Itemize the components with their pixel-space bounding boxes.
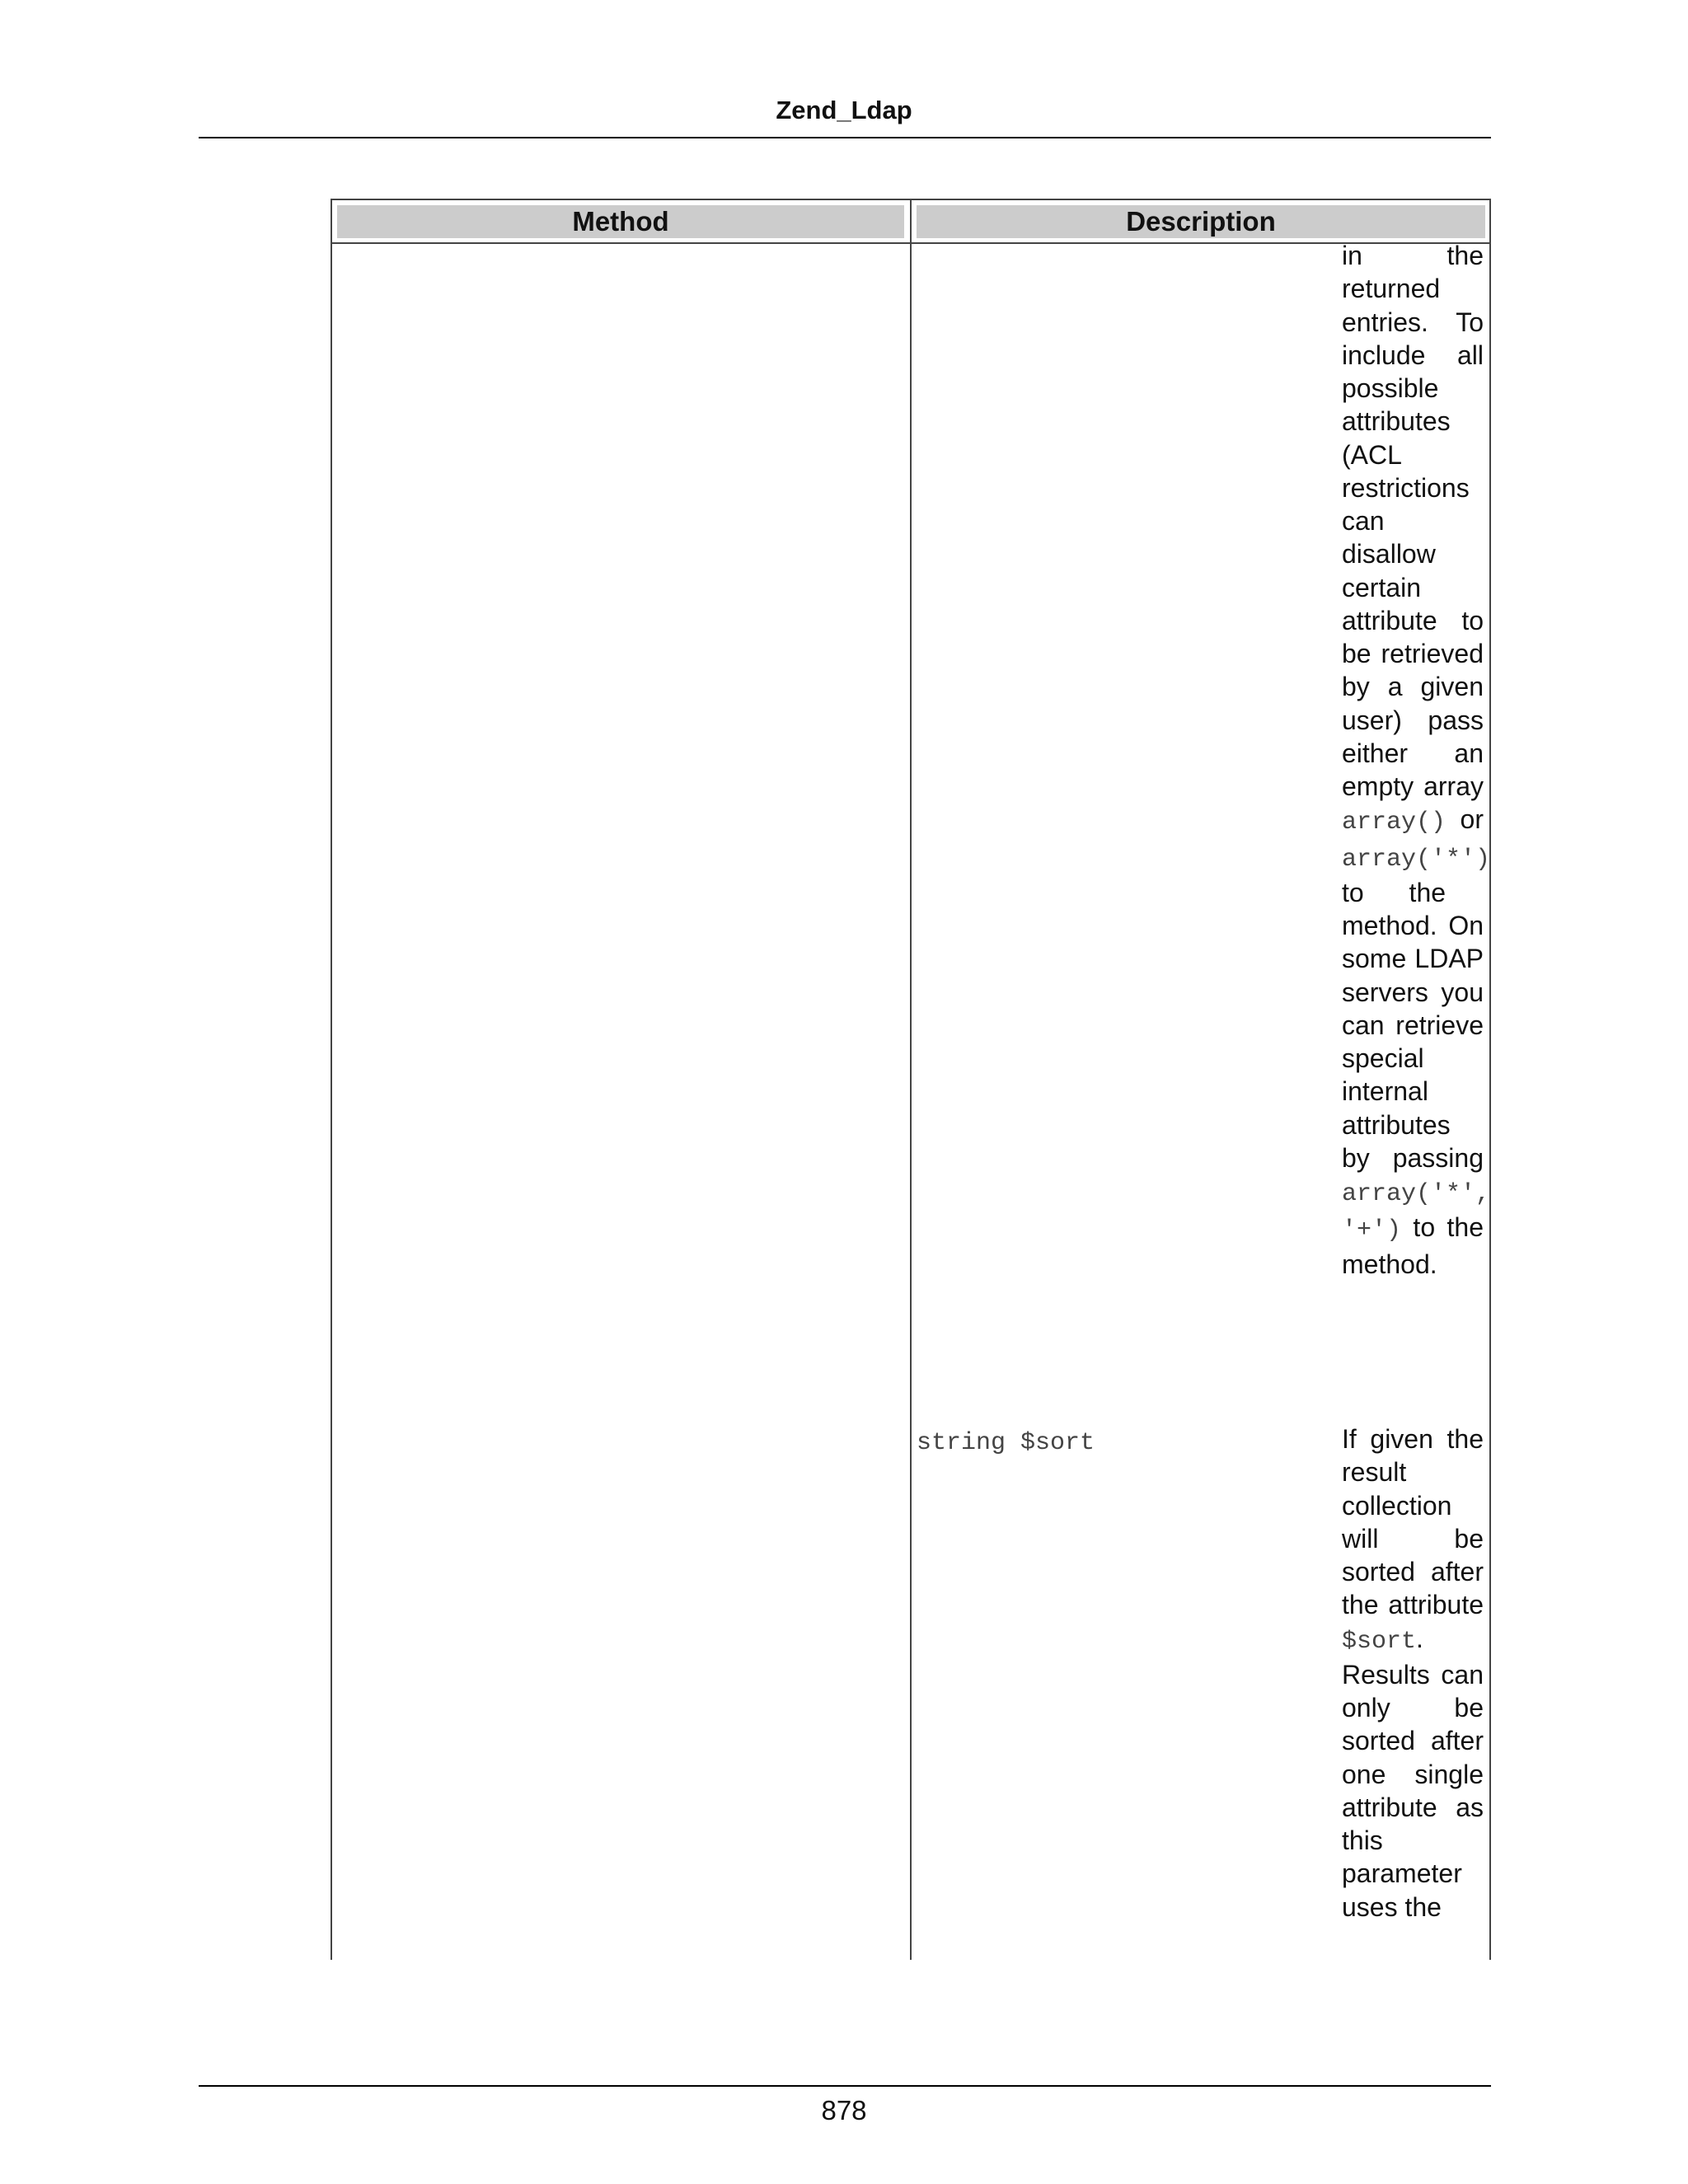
text-segment: . Results can only be sorted after one single attribute as this parameter uses the xyxy=(1342,1623,1484,1922)
text-segment: in the returned entries. To include all possible attributes (ACL restrictions can disallow certain attribute to be retrieved by a given user) pass either an empty array xyxy=(1342,241,1484,801)
code-segment: array('*') xyxy=(1342,845,1491,874)
attributes-paragraph xyxy=(1342,239,1491,1281)
sort-paragraph xyxy=(1342,1422,1484,1924)
code-segment: $sort xyxy=(1342,1627,1417,1656)
code-segment: array() xyxy=(1342,808,1447,837)
text-segment: If given the result collection will be sorted after the attribute xyxy=(1342,1424,1484,1620)
table-header-divider xyxy=(331,242,1491,244)
page-header-title: Zend_Ldap xyxy=(776,96,912,124)
page-number: 878 xyxy=(821,2095,867,2125)
text-segment: to the method. On some LDAP servers you can retrieve special internal attributes by passing xyxy=(1342,877,1484,1173)
column-header-method: Method xyxy=(337,205,904,238)
sort-description xyxy=(1342,1422,1484,1924)
code-segment: '+') xyxy=(1342,1216,1402,1245)
header-divider xyxy=(199,137,1491,138)
code-segment: array('*', xyxy=(1342,1180,1491,1208)
column-header-description: Description xyxy=(917,205,1485,238)
text-segment: to the method. xyxy=(1342,1212,1484,1279)
column-divider xyxy=(910,199,912,1960)
text-segment: or xyxy=(1446,804,1484,835)
attributes-description xyxy=(1342,239,1491,1281)
footer-divider xyxy=(199,2085,1491,2087)
sort-param-name: string $sort xyxy=(917,1429,1095,1457)
